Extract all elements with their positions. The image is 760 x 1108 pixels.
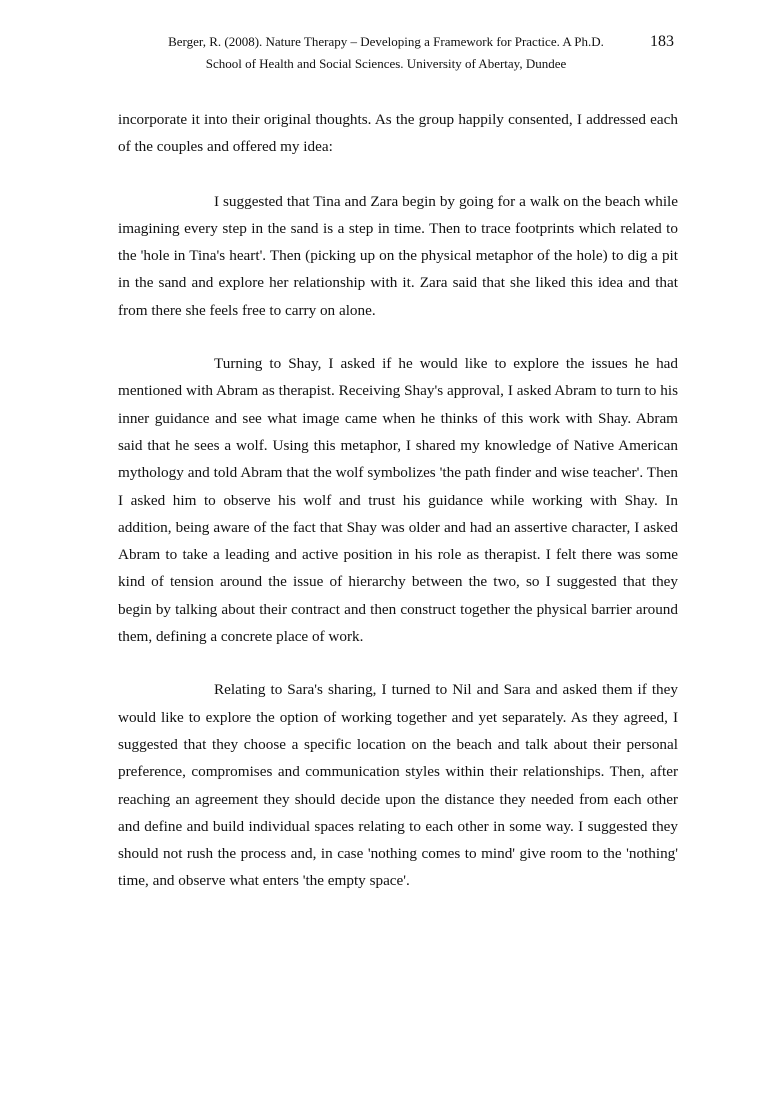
paragraph-shay-abram: Turning to Shay, I asked if he would like to explore the issues he had mentioned with Abram as therapist. Receiving Shay's approval, I asked Abram to turn to his inner guidance and see what image came when he thinks of this work with Shay. Abram said that he sees a wolf. Using this metaphor, I shared my knowledge of Native American mythology and told Abram that the wolf symbolizes 'the path finder and wise teacher'. Then I asked him to observe his wolf and trust his guidance while working with Shay. In addition, being aware of the fact that Shay was older and had an assertive character, I asked Abram to take a leading and active position in his role as therapist. I felt there was some kind of tension around the issue of hierarchy between the two, so I suggested that they begin by talking about their contract and then construct together the physical barrier around them, defining a concrete place of work. xyxy=(118,355,678,646)
running-header xyxy=(0,33,760,83)
body-text xyxy=(118,106,678,895)
header-institution: School of Health and Social Sciences. University of Abertay, Dundee xyxy=(205,56,567,71)
page-number: 183 xyxy=(650,33,674,50)
paragraph-nil-sara: Relating to Sara's sharing, I turned to Nil and Sara and asked them if they would like to explore the option of working together and yet separately. As they agreed, I suggested that they choose a specific location on the beach and talk about their personal preference, compromises and communication styles within their relationships. Then, after reaching an agreement they should decide upon the distance they needed from each other and define and build individual spaces relating to each other in some way. I suggested they should not rush the process and, in case 'nothing comes to mind' give room to the 'nothing' time, and observe what enters 'the empty space'. xyxy=(118,681,678,890)
header-citation: Berger, R. (2008). Nature Therapy – Developing a Framework for Practice. A Ph.D. xyxy=(168,34,604,49)
paragraph-continuation: incorporate it into their original thoughts. As the group happily consented, I addressed each of the couples and offered my idea: xyxy=(118,111,678,156)
paragraph-tina-zara: I suggested that Tina and Zara begin by going for a walk on the beach while imagining every step in the sand is a step in time. Then to trace footprints which related to the 'hole in Tina's heart'. Then (picking up on the physical metaphor of the hole) to dig a pit in the sand and explore her relationship with it. Zara said that she liked this idea and that from there she feels free to carry on alone. xyxy=(118,192,678,319)
